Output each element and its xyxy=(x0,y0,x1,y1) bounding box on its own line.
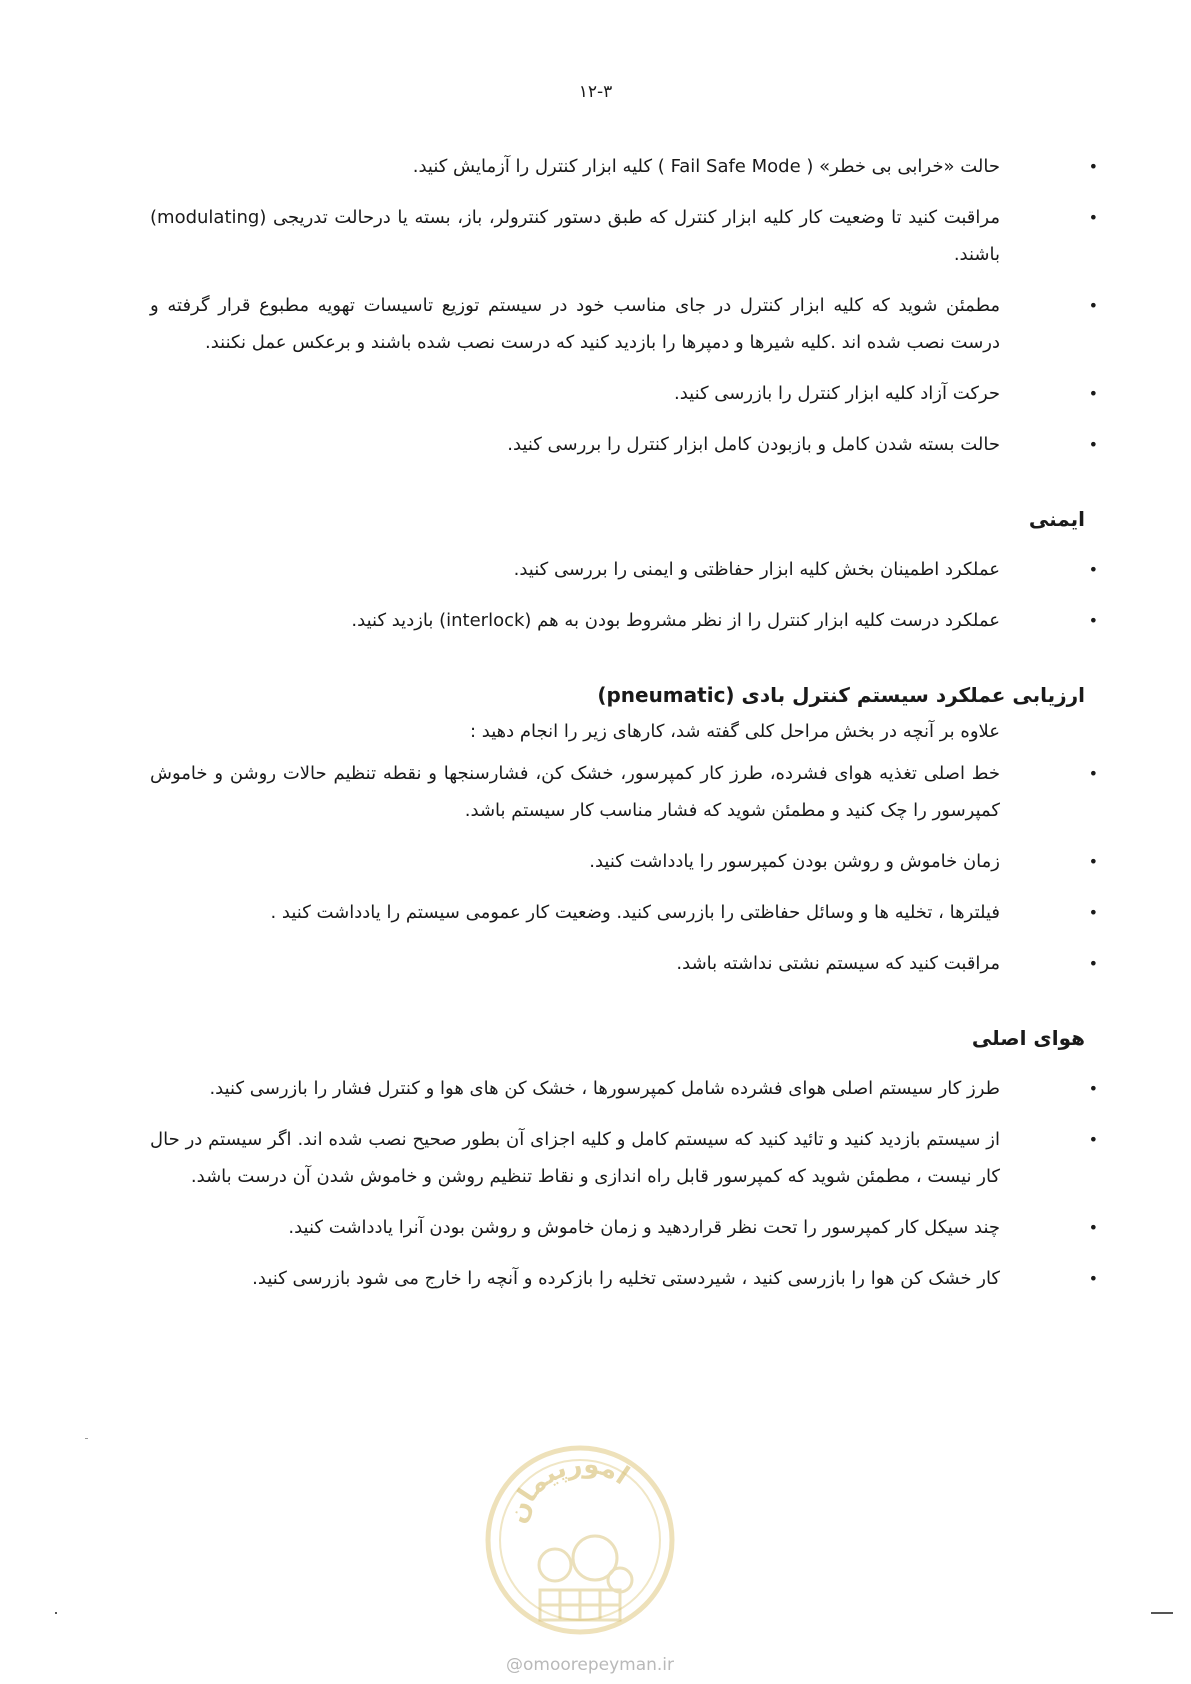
list-item-text: مطمئن شوید که کلیه ابزار کنترل در جای مناسب خود در سیستم توزیع تاسیسات تهویه مطبوع قرار گرفته و درست نصب شده اند .کلیه شیرها و دمپرها را بازدید کنید که درست نصب شده باشند و برعکس عمل نکنند. xyxy=(150,295,1000,353)
pneumatic-intro: علاوه بر آنچه در بخش مراحل کلی گفته شد، کارهای زیر را انجام دهید : xyxy=(469,721,1000,742)
list-item xyxy=(150,375,1098,412)
list-item xyxy=(150,1260,1098,1297)
list-item-text: حالت «خرابی بی خطر» ( Fail Safe Mode ) کلیه ابزار کنترل را آزمایش کنید. xyxy=(412,156,1000,177)
bullet-icon: • xyxy=(1088,903,1098,922)
list-item xyxy=(150,945,1098,982)
pneumatic-heading: ارزیابی عملکرد سیستم کنترل بادی (pneumatic) xyxy=(597,683,1085,707)
bullet-icon: • xyxy=(1088,435,1098,454)
list-item-text: عملکرد درست کلیه ابزار کنترل را از نظر مشروط بودن به هم (interlock) بازدید کنید. xyxy=(351,610,1000,631)
list-item-text: مراقبت کنید تا وضعیت کار کلیه ابزار کنترل که طبق دستور کنترولر، باز، بسته یا درحالت تدریجی (modulating) باشند. xyxy=(150,207,1000,265)
list-item xyxy=(150,426,1098,463)
bullet-icon: • xyxy=(1088,384,1098,403)
bullet-icon: • xyxy=(1088,296,1098,315)
list-item-text: فیلترها ، تخلیه ها و وسائل حفاظتی را بازرسی کنید. وضعیت کار عمومی سیستم را یادداشت کنید . xyxy=(270,902,1000,923)
list-item xyxy=(150,1209,1098,1246)
bullet-icon: • xyxy=(1088,1218,1098,1237)
list-item-text: حالت بسته شدن کامل و بازبودن کامل ابزار کنترل را بررسی کنید. xyxy=(507,434,1000,455)
safety-heading: ایمنی xyxy=(1028,507,1085,531)
list-item-text: حرکت آزاد کلیه ابزار کنترل را بازرسی کنید. xyxy=(673,383,1000,404)
page-number: ۱۲-۳ xyxy=(578,82,613,102)
list-item-text: طرز کار سیستم اصلی هوای فشرده شامل کمپرسورها ، خشک کن های هوا و کنترل فشار را بازرسی کنید. xyxy=(209,1078,1000,1099)
list-item xyxy=(150,148,1098,185)
watermark-site-text: omoorepeyman.ir xyxy=(522,1655,675,1675)
watermark-logo-text: امورپیمان xyxy=(502,1449,635,1527)
bullet-icon: • xyxy=(1088,764,1098,783)
list-item xyxy=(150,755,1098,829)
bullet-icon: • xyxy=(1088,208,1098,227)
list-item xyxy=(150,894,1098,931)
list-item xyxy=(150,199,1098,273)
list-item xyxy=(150,1070,1098,1107)
bullet-icon: • xyxy=(1088,1130,1098,1149)
control-checks-list xyxy=(150,148,1098,463)
bullet-icon: • xyxy=(1088,611,1098,630)
bullet-icon: • xyxy=(1088,954,1098,973)
list-item xyxy=(150,287,1098,361)
safety-list xyxy=(150,551,1098,639)
scan-speck xyxy=(55,1612,57,1614)
watermark-logo xyxy=(480,1440,680,1640)
scan-rule xyxy=(85,1438,88,1439)
bullet-icon: • xyxy=(1088,1079,1098,1098)
pneumatic-list xyxy=(150,755,1098,982)
list-item xyxy=(150,551,1098,588)
main-air-heading: هوای اصلی xyxy=(971,1026,1085,1050)
list-item-text: زمان خاموش و روشن بودن کمپرسور را یادداشت کنید. xyxy=(589,851,1000,872)
document-body xyxy=(150,148,1098,1311)
bullet-icon: • xyxy=(1088,157,1098,176)
watermark-site: @omoorepeyman.ir xyxy=(505,1655,675,1675)
list-item-text: خط اصلی تغذیه هوای فشرده، طرز کار کمپرسور، خشک کن، فشارسنجها و نقطه تنظیم حالات روشن و خاموش کمپرسور را چک کنید و مطمئن شوید که فشار مناسب کار سیستم باشد. xyxy=(150,763,1000,821)
bullet-icon: • xyxy=(1088,1269,1098,1288)
bullet-icon: • xyxy=(1088,560,1098,579)
list-item-text: عملکرد اطمینان بخش کلیه ابزار حفاظتی و ایمنی را بررسی کنید. xyxy=(513,559,1000,580)
bullet-icon: • xyxy=(1088,852,1098,871)
list-item xyxy=(150,843,1098,880)
list-item-text: کار خشک کن هوا را بازرسی کنید ، شیردستی تخلیه را بازکرده و آنچه را خارج می شود بازرسی کنید. xyxy=(252,1268,1000,1289)
list-item xyxy=(150,602,1098,639)
list-item-text: چند سیکل کار کمپرسور را تحت نظر قراردهید و زمان خاموش و روشن بودن آنرا یادداشت کنید. xyxy=(288,1217,1000,1238)
list-item xyxy=(150,1121,1098,1195)
list-item-text: از سیستم بازدید کنید و تائید کنید که سیستم کامل و کلیه اجزای آن بطور صحیح نصب شده اند. اگر سیستم در حال کار نیست ، مطمئن شوید که کمپرسور قابل راه اندازی و نقاط تنظیم روشن و خاموش شدن آن درست باشد. xyxy=(150,1129,1000,1187)
scan-edge-mark xyxy=(1151,1612,1173,1614)
main-air-list xyxy=(150,1070,1098,1297)
list-item-text: مراقبت کنید که سیستم نشتی نداشته باشد. xyxy=(676,953,1000,974)
